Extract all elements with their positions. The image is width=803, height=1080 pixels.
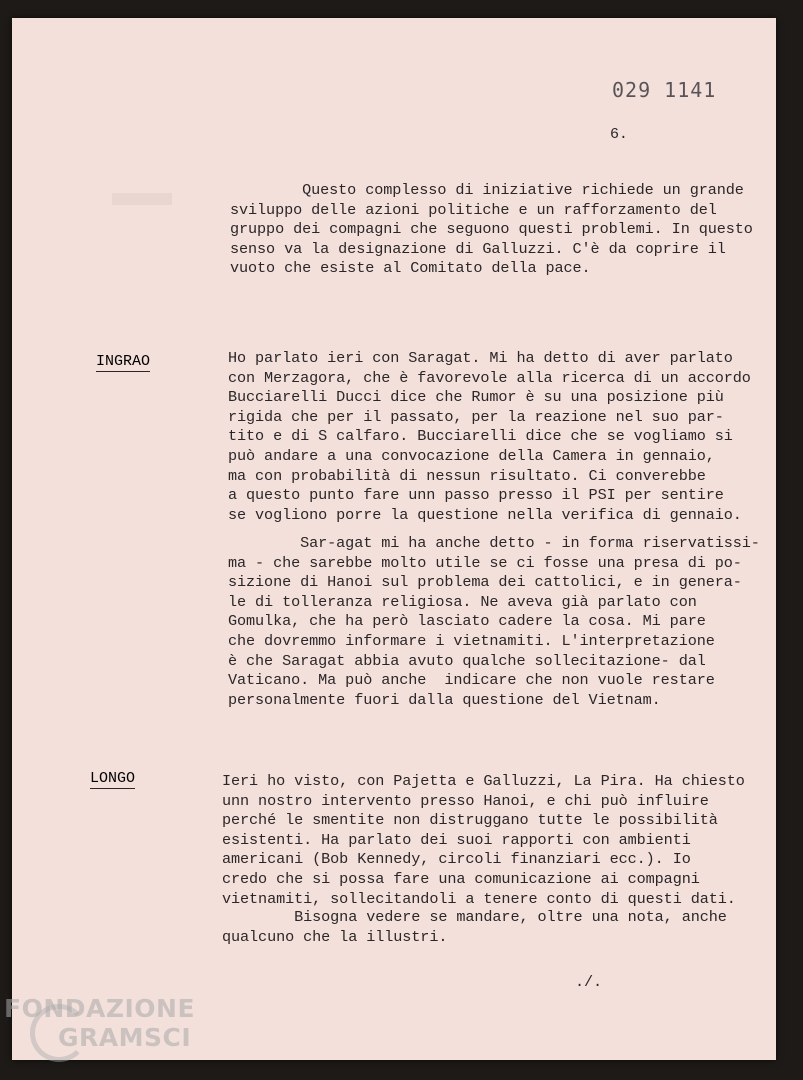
continuation-mark: ./. bbox=[575, 973, 603, 991]
watermark-line-1: FONDAZIONE bbox=[4, 994, 196, 1023]
speaker-label-ingrao: INGRAO bbox=[96, 353, 151, 370]
fondazione-gramsci-watermark bbox=[0, 990, 200, 1070]
watermark-line-2: GRAMSCI bbox=[58, 1023, 192, 1052]
ingrao-paragraph-1: Ho parlato ieri con Saragat. Mi ha detto di aver parlato con Merzagora, che è favorevole alla ricerca di un accordo Bucciarelli Ducci dice che Rumor è su una posizione più rigida che per il passato, per la reazione nel suo par- tito e di S calfaro. Bucciarelli dice che se vogliamo si può andare a una convocazione della Camera in gennaio, ma con probabilità di nessun risultato. Ci converebbe a questo punto fare unn passo presso il PSI per sentire se vogliono porre la questione nella verifica di gennaio. bbox=[228, 349, 751, 524]
document-page bbox=[12, 18, 776, 1060]
ingrao-paragraph-2: Sar-agat mi ha anche detto - in forma riservatissi- ma - che sarebbe molto utile se ci fosse una presa di po- sizione di Hanoi sul problema dei cattolici, e in genera- le di tolleranza religiosa. Ne aveva già parlato con Gomulka, che ha però lasciato cadere la cosa. Mi pare che dovremmo informare i vietnamiti. L'interpretazione è che Saragat abbia avuto qualche sollecitazione- dal Vaticano. Ma può anche indicare che non vuole restare personalmente fuori dalla questione del Vietnam. bbox=[228, 534, 760, 709]
speaker-label-longo: LONGO bbox=[90, 770, 136, 787]
longo-paragraph-1: Ieri ho visto, con Pajetta e Galluzzi, La Pira. Ha chiesto unn nostro intervento presso Hanoi, e chi può influire perché le smentite non distruggano tutte le possibilità esistenti. Ha parlato dei suoi rapporti con ambienti americani (Bob Kennedy, circoli finanziari ecc.). Io credo che si possa fare una comunicazione ai compagni vietnamiti, sollecitandoli a tenere conto di questi dati. bbox=[222, 772, 745, 908]
intro-paragraph: Questo complesso di iniziative richiede un grande sviluppo delle azioni politiche e un rafforzamento del gruppo dei compagni che seguono questi problemi. In questo senso va la designazione di Galluzzi. C'è da coprire il vuoto che esiste al Comitato della pace. bbox=[230, 181, 753, 278]
bleed-through-mark bbox=[112, 193, 172, 205]
page-number: 6. bbox=[610, 126, 628, 143]
longo-paragraph-2: Bisogna vedere se mandare, oltre una nota, anche qualcuno che la illustri. bbox=[222, 908, 727, 946]
archive-stamp-number: 029 1141 bbox=[612, 78, 717, 102]
